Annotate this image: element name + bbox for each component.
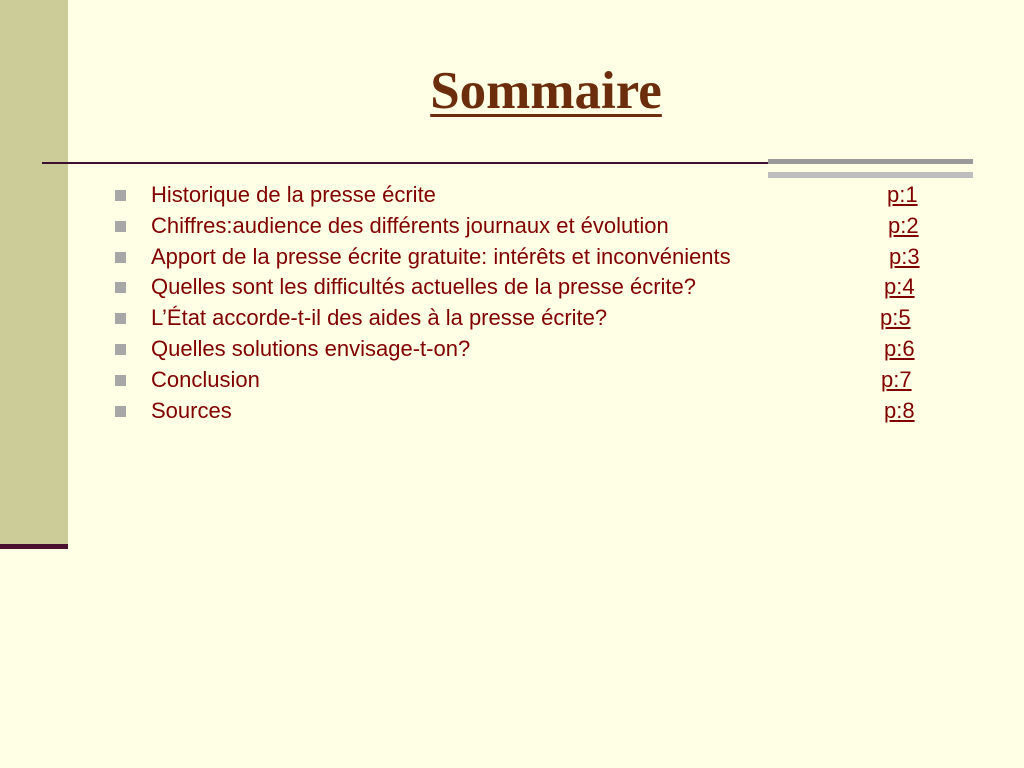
left-band-rule <box>0 544 68 549</box>
toc-page-link[interactable]: p:3 <box>889 243 920 269</box>
toc-page-link[interactable]: p:4 <box>884 274 915 300</box>
toc-page-link[interactable]: p:8 <box>884 397 915 423</box>
toc-page-link[interactable]: p:5 <box>880 305 911 331</box>
toc-item-label: Apport de la presse écrite gratuite: intérêts et inconvénients <box>151 243 731 269</box>
title-divider <box>42 162 768 164</box>
toc-item-label: Quelles sont les difficultés actuelles de la presse écrite? <box>151 274 696 300</box>
title-divider-accent-bottom <box>768 172 973 178</box>
toc-item <box>0 210 1024 241</box>
toc-item-label: Sources <box>151 397 232 423</box>
square-bullet-icon <box>115 221 126 232</box>
square-bullet-icon <box>115 282 126 293</box>
toc-item <box>0 302 1024 333</box>
title-divider-accent-top <box>768 159 973 164</box>
toc-page-link[interactable]: p:2 <box>888 212 919 238</box>
square-bullet-icon <box>115 313 126 324</box>
toc-item <box>0 364 1024 395</box>
toc-item-label: L’État accorde-t-il des aides à la presse écrite? <box>151 305 608 331</box>
toc-item <box>0 241 1024 272</box>
square-bullet-icon <box>115 406 126 417</box>
toc-item-label: Conclusion <box>151 366 260 392</box>
toc-page-link[interactable]: p:7 <box>881 366 912 392</box>
toc-item <box>0 179 1024 210</box>
square-bullet-icon <box>115 375 126 386</box>
toc-item <box>0 333 1024 364</box>
square-bullet-icon <box>115 344 126 355</box>
square-bullet-icon <box>115 190 126 201</box>
toc-item-label: Chiffres:audience des différents journaux et évolution <box>151 212 669 238</box>
toc-item <box>0 271 1024 302</box>
toc-page-link[interactable]: p:1 <box>887 182 918 207</box>
table-of-contents <box>0 179 1024 425</box>
square-bullet-icon <box>115 252 126 263</box>
toc-item-label: Quelles solutions envisage-t-on? <box>151 335 471 361</box>
toc-page-link[interactable]: p:6 <box>884 335 915 361</box>
toc-item <box>0 395 1024 426</box>
slide-title: Sommaire <box>430 62 662 120</box>
toc-item-label: Historique de la presse écrite <box>151 182 436 207</box>
